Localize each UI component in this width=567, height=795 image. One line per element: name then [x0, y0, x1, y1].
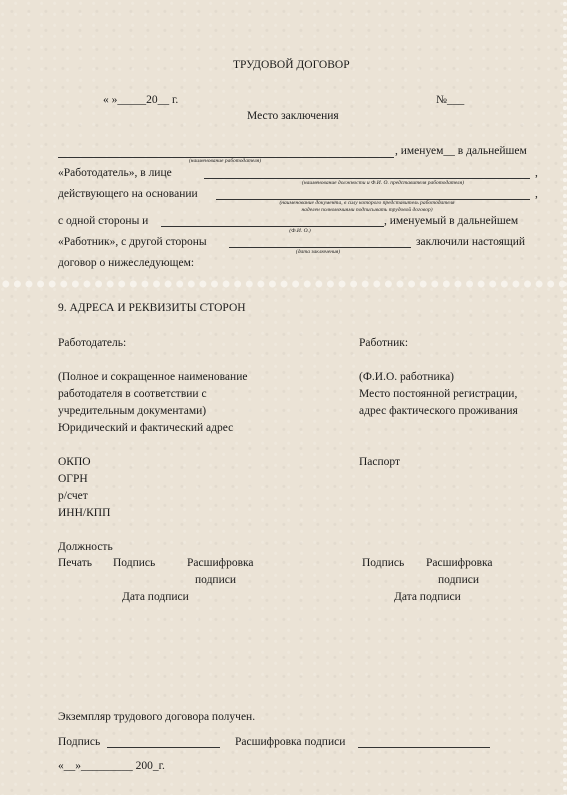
representative-line: [204, 178, 530, 179]
account-label: р/счет: [58, 490, 88, 502]
okpo-label: ОКПО: [58, 456, 91, 468]
hint-basis-2: наделен полномочиями подписывать трудовой договор): [301, 207, 433, 213]
date-line: « »_____20__ г.: [103, 94, 179, 106]
page-edge: [563, 0, 567, 795]
employer-line: работодателя в соответствии с: [58, 388, 207, 400]
footer-signature-label: Подпись: [58, 736, 101, 748]
employer-date-label: Дата подписи: [122, 591, 189, 603]
employee-line: (Ф.И.О. работника): [359, 371, 455, 383]
intro-l2-end: ,: [535, 167, 538, 179]
inn-kpp-label: ИНН/КПП: [58, 507, 111, 519]
intro-l5-start: «Работник», с другой стороны: [58, 236, 207, 248]
hint-employee-name: (Ф.И. О.): [289, 228, 311, 234]
intro-l6: договор о нижеследующем:: [58, 257, 195, 269]
employer-line: учредительным документами): [58, 405, 207, 417]
position-label: Должность: [58, 541, 113, 553]
employee-date-label: Дата подписи: [394, 591, 461, 603]
employer-signature-label: Подпись: [113, 557, 156, 569]
employee-signature-label: Подпись: [362, 557, 405, 569]
intro-l4-end: , именуемый в дальнейшем: [384, 215, 519, 227]
hint-representative: (наименование должности и Ф.И. О. представителя работодателя): [302, 180, 464, 186]
employer-decode-label-2: подписи: [195, 574, 236, 586]
intro-l3-start: действующего на основании: [58, 188, 198, 200]
section-heading: 9. АДРЕСА И РЕКВИЗИТЫ СТОРОН: [58, 302, 246, 314]
employee-decode-label-2: подписи: [438, 574, 479, 586]
seal-label: Печать: [58, 557, 92, 569]
employer-line: (Полное и сокращенное наименование: [58, 371, 248, 383]
contract-number: №___: [436, 94, 465, 106]
employee-name-line: [161, 226, 384, 227]
hint-employer-name: (наименование работодателя): [188, 158, 262, 164]
hint-basis-1: (наименование документа, в силу которого представитель работодателя: [279, 200, 455, 206]
employer-label: Работодатель:: [58, 337, 127, 349]
intro-l4-start: с одной стороны и: [58, 215, 149, 227]
employer-line: Юридический и фактический адрес: [58, 422, 234, 434]
footer-decode-label: Расшифровка подписи: [235, 736, 346, 748]
footer-decode-line: [358, 747, 490, 748]
footer-signature-line: [107, 747, 220, 748]
copy-received-text: Экземпляр трудового договора получен.: [58, 711, 256, 723]
ogrn-label: ОГРН: [58, 473, 88, 485]
intro-l5-end: заключили настоящий: [416, 236, 526, 248]
employee-label: Работник:: [359, 337, 409, 349]
intro-l1-end: , именуем__ в дальнейшем: [395, 145, 527, 157]
hint-conclusion-date: (дата заключения): [295, 249, 341, 255]
conclusion-date-line: [229, 247, 411, 248]
place-label: Место заключения: [247, 110, 339, 122]
employee-decode-label: Расшифровка: [426, 557, 493, 569]
employee-line: адрес фактического проживания: [359, 405, 518, 417]
passport-label: Паспорт: [359, 456, 401, 468]
footer-date-line: «__»_________ 200_г.: [58, 760, 165, 772]
intro-l2-start: «Работодатель», в лице: [58, 167, 172, 179]
document-title: ТРУДОВОЙ ДОГОВОР: [233, 59, 350, 71]
employee-line: Место постоянной регистрации,: [359, 388, 518, 400]
employer-decode-label: Расшифровка: [187, 557, 254, 569]
intro-l3-end: ,: [535, 188, 538, 200]
page-perforation: [0, 278, 567, 290]
